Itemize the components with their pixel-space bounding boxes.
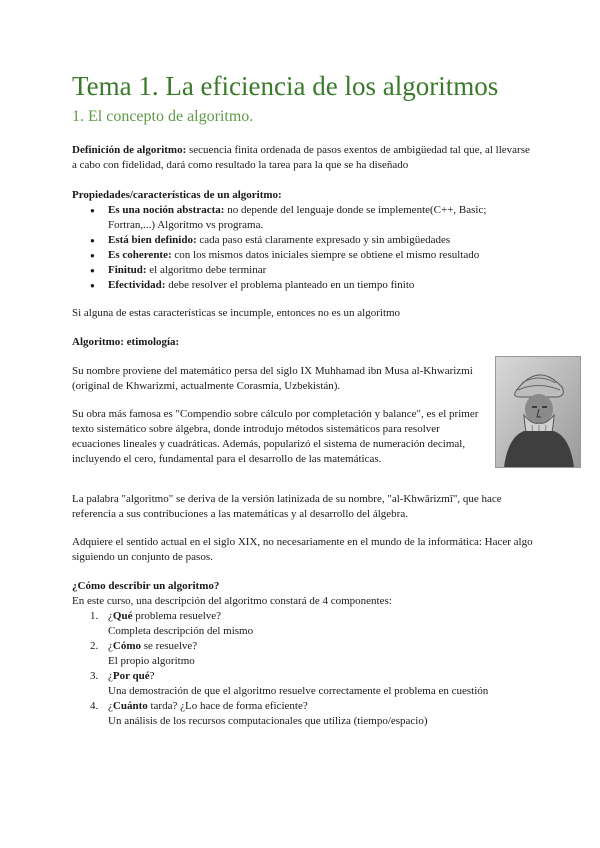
etymology-paragraph-2 — [72, 407, 484, 467]
property-text: con los mismos datos iniciales siempre se obtiene el mismo resultado — [171, 249, 480, 261]
paragraph-text: La palabra "algoritmo" se deriva de la versión latinizada de su nombre, "al-Khwārizmī", que hace referencia a sus contribuciones a las matemáticas y al desarrollo del álgebra. — [72, 493, 502, 520]
portrait-image — [496, 357, 580, 467]
list-item — [72, 669, 534, 699]
property-term: Está bien definido: — [108, 234, 197, 246]
list-item — [72, 248, 534, 263]
definition-text: secuencia finita ordenada de pasos exentos de ambigüedad tal que, al llevarse a cabo con fidelidad, dará como resultado la tarea para la que se ha diseñado — [72, 144, 530, 171]
al-khwarizmi-portrait — [495, 356, 581, 468]
properties-note — [72, 306, 534, 321]
property-term: Es coherente: — [108, 249, 172, 261]
item-keyword: Por qué — [112, 670, 150, 682]
item-description: Una demostración de que el algoritmo resuelve correctamente el problema en cuestión — [108, 685, 489, 697]
item-question-mark: ¿ — [108, 700, 113, 712]
section-title: 1. El concepto de algoritmo. — [72, 108, 254, 125]
item-number: 1. — [90, 610, 99, 622]
properties-section — [72, 188, 534, 293]
etymology-heading-block — [72, 335, 534, 350]
list-item — [72, 233, 534, 248]
etymology-paragraph-4 — [72, 535, 534, 565]
properties-list — [72, 203, 534, 293]
paragraph-text: Su nombre proviene del matemático persa del siglo IX Muhhamad ibn Musa al-Khwarizmi (original de Khwarizmi, actualmente Corasmia, Uzbekistán). — [72, 365, 473, 392]
components-list — [72, 609, 534, 729]
property-text: debe resolver el problema planteado en un tiempo finito — [165, 279, 415, 291]
item-description: El propio algoritmo — [108, 655, 195, 667]
list-item — [72, 278, 534, 293]
properties-heading: Propiedades/características de un algoritmo: — [72, 189, 282, 201]
list-item — [72, 639, 534, 669]
etymology-heading: Algoritmo: etimología: — [72, 336, 180, 348]
item-number: 3. — [90, 670, 99, 682]
item-question-mark: ¿ — [108, 670, 113, 682]
property-text: el algoritmo debe terminar — [146, 264, 267, 276]
item-question-mark: ¿ — [108, 640, 113, 652]
list-item — [72, 263, 534, 278]
etymology-paragraph-3 — [72, 492, 534, 522]
property-text: no depende del lenguaje donde se implemente(C++, Basic; Fortran,...) Algoritmo vs programa. — [108, 204, 487, 231]
item-description: Un análisis de los recursos computacionales que utiliza (tiempo/espacio) — [108, 715, 428, 727]
paragraph-text: Su obra más famosa es "Compendio sobre cálculo por completación y balance", es el primer texto sistemático sobre álgebra, donde introdujo métodos sistemáticos para resolver ecuaciones lineales y cuadráticas. Además, popularizó el sistema de numeración decimal, incluyendo el cero, fundamental para el desarrollo de las matemáticas. — [72, 408, 479, 465]
item-keyword: Qué — [112, 610, 133, 622]
definition-paragraph — [72, 143, 534, 173]
property-text: cada paso está claramente expresado y sin ambigüedades — [196, 234, 451, 246]
item-question: tarda? ¿Lo hace de forma eficiente? — [147, 700, 308, 712]
note-text: Si alguna de estas características se incumple, entonces no es un algoritmo — [72, 307, 401, 319]
list-item — [72, 699, 534, 729]
list-item — [72, 609, 534, 639]
item-number: 4. — [90, 700, 99, 712]
item-question-mark: ¿ — [108, 610, 113, 622]
list-item — [72, 203, 534, 233]
item-description: Completa descripción del mismo — [108, 625, 254, 637]
property-term: Efectividad: — [108, 279, 166, 291]
definition-term: Definición de algoritmo: — [72, 144, 187, 156]
item-keyword: Cómo — [112, 640, 141, 652]
item-number: 2. — [90, 640, 99, 652]
property-term: Es una noción abstracta: — [108, 204, 225, 216]
property-term: Finitud: — [108, 264, 147, 276]
etymology-paragraph-1 — [72, 364, 482, 394]
describe-heading: ¿Cómo describir un algoritmo? — [72, 580, 220, 592]
describe-intro: En este curso, una descripción del algoritmo constará de 4 componentes: — [72, 595, 392, 607]
describe-section — [72, 579, 534, 729]
paragraph-text: Adquiere el sentido actual en el siglo XIX, no necesariamente en el mundo de la informática: Hacer algo siguiendo un conjunto de pasos. — [72, 536, 533, 563]
item-question: se resuelve? — [141, 640, 198, 652]
item-question: ? — [149, 670, 155, 682]
item-question: problema resuelve? — [132, 610, 222, 622]
item-keyword: Cuánto — [112, 700, 148, 712]
page-title: Tema 1. La eficiencia de los algoritmos — [72, 71, 499, 101]
